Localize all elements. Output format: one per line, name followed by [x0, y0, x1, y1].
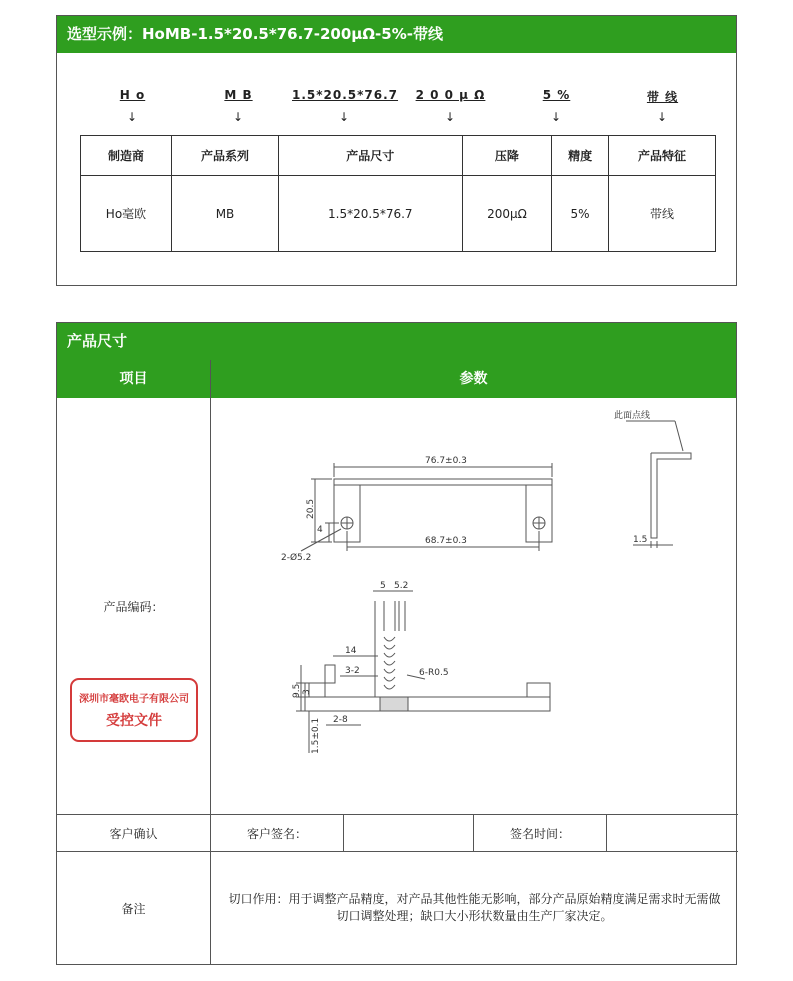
customer-sign-field[interactable] [344, 815, 474, 852]
dimensions-panel [56, 322, 737, 965]
value-cell: MB [171, 176, 278, 252]
controlled-document-seal: 深圳市毫欧电子有限公司 受控文件 [70, 678, 198, 742]
dim-r: 6-R0.5 [419, 668, 449, 678]
sign-time-field[interactable] [607, 815, 738, 852]
code-part: H o ↓ [119, 88, 146, 124]
sign-time-label: 签名时间： [474, 815, 607, 852]
dim-hole-spec: 2-Ø5.2 [281, 553, 312, 563]
code-part: 5 % ↓ [542, 88, 571, 124]
header-cell: 精度 [552, 136, 609, 176]
dim-95: 9.5 [292, 683, 302, 698]
header-cell: 产品尺寸 [279, 136, 463, 176]
dim-length-inner: 68.7±0.3 [425, 536, 467, 546]
dim-hole-offset: 4 [317, 525, 323, 535]
code-breakdown [80, 88, 716, 128]
dim-32: 3-2 [345, 666, 360, 676]
customer-confirm-label: 客户确认 [57, 815, 211, 852]
value-cell: Ho毫欧 [81, 176, 172, 252]
dim-15: 1.5±0.1 [311, 717, 321, 754]
side-note: 此面点线 [614, 411, 651, 421]
dim-28: 2-8 [333, 715, 348, 725]
dim-length-total: 76.7±0.3 [425, 456, 467, 466]
drawing-cell [211, 398, 738, 815]
product-code-label-cell [57, 398, 211, 815]
code-part: M B ↓ [224, 88, 253, 124]
header-cell: 制造商 [81, 136, 172, 176]
code-part: 带 线 ↓ [646, 90, 679, 124]
value-cell: 带线 [608, 176, 715, 252]
code-part: 1.5*20.5*76.7 ↓ [292, 88, 399, 124]
code-part: 2 0 0 μ Ω ↓ [415, 88, 486, 124]
value-cell: 200μΩ [462, 176, 552, 252]
value-cell: 5% [552, 176, 609, 252]
header-cell: 产品系列 [171, 136, 278, 176]
remark-text: 切口作用：用于调整产品精度，对产品其他性能无影响，部分产品原始精度满足需求时无需做切口调整处理；缺口大小形状数量由生产厂家决定。 [228, 892, 721, 923]
remark-label: 备注 [57, 852, 211, 964]
spec-table [80, 135, 716, 252]
customer-sign-label: 客户签名： [211, 815, 344, 852]
product-code-label: 产品编码： [103, 599, 164, 614]
col-param-header: 参数 [211, 360, 736, 398]
dim-3: 3 [302, 689, 312, 695]
selection-example-title: 选型示例：HoMB-1.5*20.5*76.7-200μΩ-5%-带线 [57, 16, 736, 53]
col-item-header: 项目 [57, 360, 211, 398]
selection-example-panel [56, 15, 737, 286]
dimension-drawing [213, 401, 733, 811]
header-cell: 产品特征 [608, 136, 715, 176]
dim-top-5: 5 [380, 581, 386, 591]
dim-top-52: 5.2 [394, 581, 409, 591]
dim-height: 20.5 [306, 498, 316, 519]
dim-14: 14 [345, 646, 357, 656]
header-cell: 压降 [462, 136, 552, 176]
dim-side-thickness: 1.5 [633, 535, 648, 545]
value-cell: 1.5*20.5*76.7 [279, 176, 463, 252]
dimensions-title: 产品尺寸 [57, 323, 736, 360]
